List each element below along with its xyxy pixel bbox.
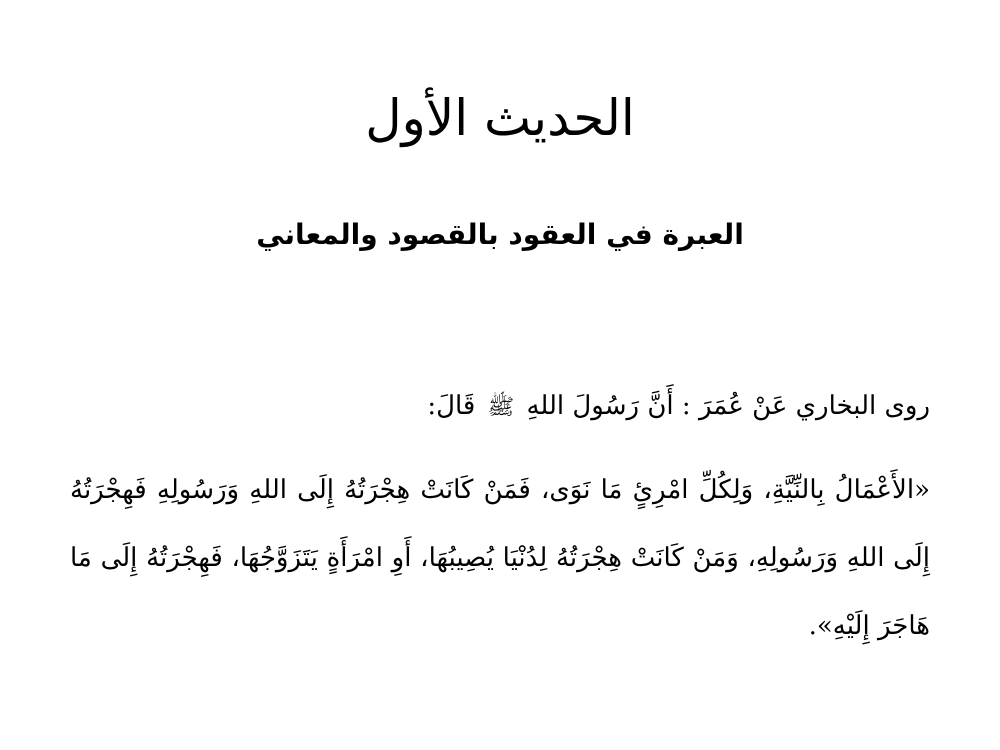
document-body <box>70 378 930 660</box>
honorific-symbol: ﷺ <box>487 395 515 420</box>
intro-said: قَالَ: <box>427 391 476 421</box>
page-title: الحديث الأول <box>365 89 635 147</box>
narration-intro <box>70 378 930 436</box>
intro-text: روى البخاري عَنْ عُمَرَ : أَنَّ رَسُولَ اللهِ <box>526 391 930 421</box>
hadith-text: «الأَعْمَالُ بِالنِّيَّةِ، وَلِكُلِّ امْرِئٍ مَا نَوَى، فَمَنْ كَانَتْ هِجْرَتُهُ إِلَى اللهِ وَرَسُولِهِ فَهِجْرَتُهُ إِلَى اللهِ وَرَسُولِهِ، وَمَنْ كَانَتْ هِجْرَتُهُ لِدُنْيَا يُصِيبُهَا، أَوِ امْرَأَةٍ يَتَزَوَّجُهَا، فَهِجْرَتُهُ إِلَى مَا هَاجَرَ إِلَيْهِ». <box>70 475 930 641</box>
page-subtitle: العبرة في العقود بالقصود والمعاني <box>256 218 744 251</box>
